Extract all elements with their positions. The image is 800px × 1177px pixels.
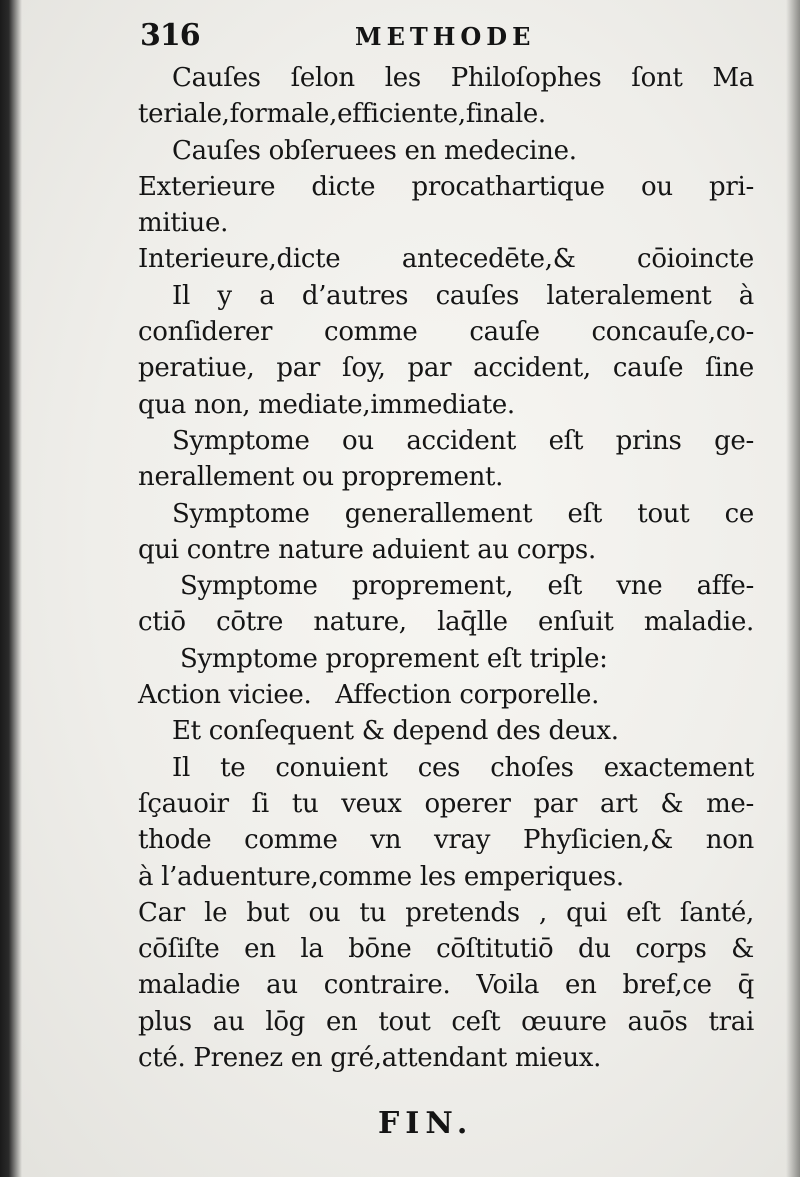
text-line: Il y a d’autres cauſes lateralement à (172, 280, 754, 311)
text-line: ſçauoir ſi tu veux operer par art & me- (138, 788, 754, 819)
text-line: Interieure,dicte antecedēte,& cōioincte (138, 244, 754, 275)
text-line: thode comme vn vray Phyſicien,& non (138, 825, 754, 856)
text-line: Action viciee. Affection corporelle. (138, 680, 600, 711)
text-line: ctiō cōtre nature, laq̄lle enſuit maladie. (138, 607, 754, 638)
body-text (138, 60, 754, 1076)
text-line: maladie au contraire. Voila en bref,ce q̄ (138, 970, 754, 1001)
text-line: Cauſes ſelon les Philoſophes ſont Ma (172, 63, 754, 93)
text-line: Symptome proprement eſt triple: (180, 643, 608, 674)
running-head: METHODE (355, 22, 536, 51)
text-line: peratiue, par ſoy, par accident, cauſe ſine (138, 353, 754, 384)
text-line: cōſiſte en la bōne cōſtitutiō du corps & (138, 934, 754, 965)
text-line: Cauſes obſeruees en medecine. (172, 135, 577, 166)
text-line: nerallement ou proprement. (138, 462, 504, 493)
text-line: Symptome proprement, eſt vne affe- (180, 571, 754, 602)
page-gutter-shadow (0, 0, 22, 1177)
page-header (140, 14, 780, 54)
text-line: plus au lōg en tout ceſt œuure auōs trai (138, 1006, 754, 1037)
text-line: Exterieure dicte procathartique ou pri- (138, 171, 754, 202)
text-line: Symptome ou accident eſt prins ge- (172, 425, 754, 456)
page-number: 316 (140, 18, 200, 53)
text-line: Et conſequent & depend des deux. (172, 716, 619, 747)
text-line: teriale,formale,efficiente,finale. (138, 99, 546, 130)
text-line: Il te conuient ces choſes exactement (172, 752, 754, 783)
text-line: mitiue. (138, 208, 229, 239)
text-line: cté. Prenez en gré,attendant mieux. (138, 1043, 602, 1074)
finis-mark: FIN. (378, 1106, 474, 1141)
text-line: qui contre nature aduient au corps. (138, 534, 596, 565)
text-line: qua non, mediate,immediate. (138, 389, 515, 420)
text-line: à l’aduenture,comme les emperiques. (138, 861, 624, 892)
text-line: conſiderer comme cauſe concauſe,co- (138, 317, 754, 348)
text-line: Symptome generallement eſt tout ce (172, 498, 754, 529)
text-line: Car le but ou tu pretends , qui eſt ſanté, (138, 897, 754, 928)
page-edge (786, 0, 800, 1177)
